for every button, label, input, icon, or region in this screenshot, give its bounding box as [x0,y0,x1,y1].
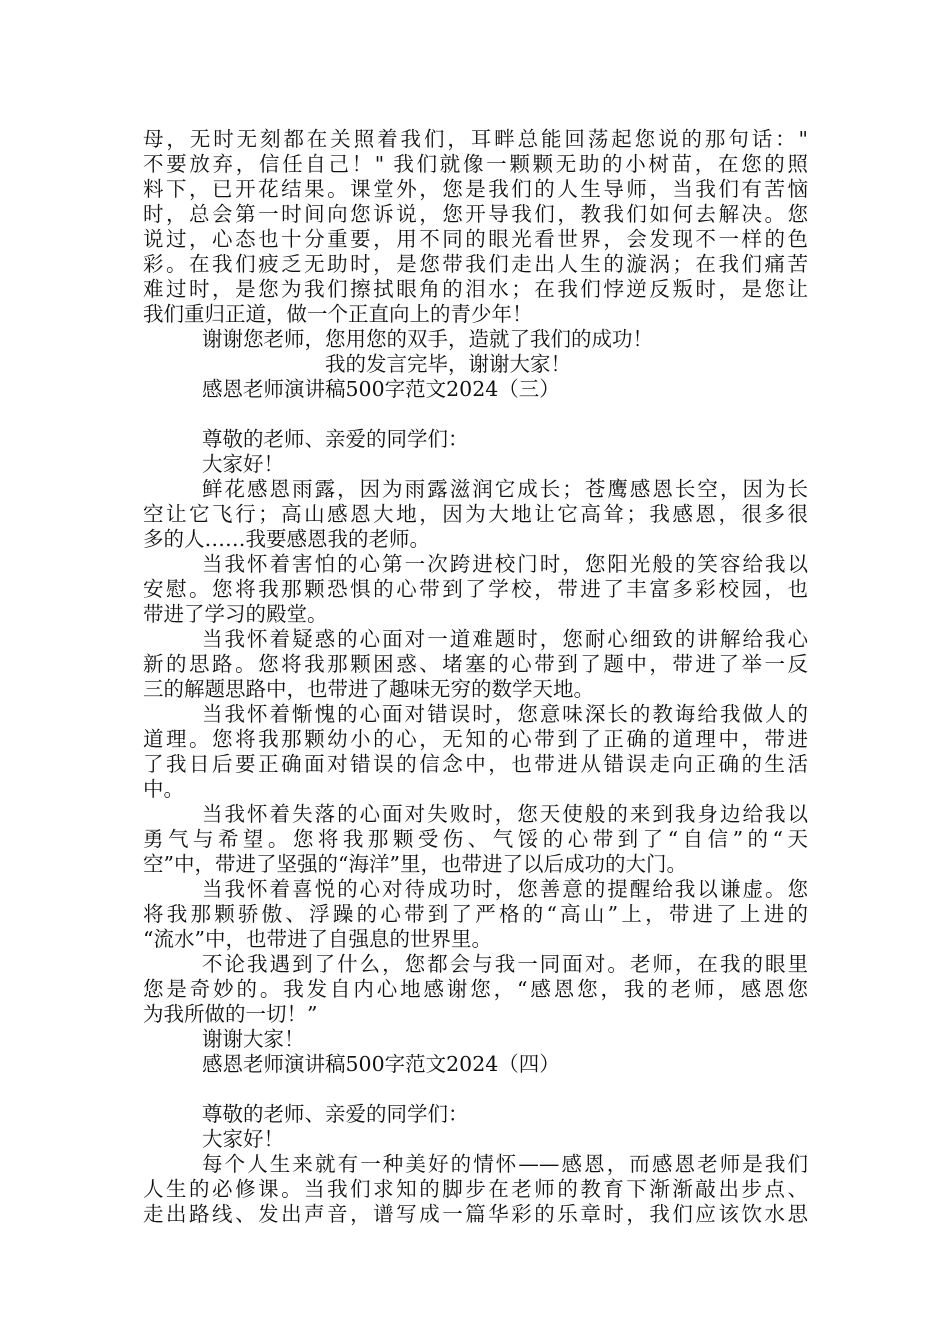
text-line: 为我所做的一切！” [143,1002,318,1026]
greeting: 大家好！ [202,452,284,476]
text-line: 当我怀着喜悦的心对待成功时，您善意的提醒给我以谦虚。您 [202,877,808,901]
text-line: 母，无时无刻都在关照着我们，耳畔总能回荡起您说的那句话：" [143,127,808,151]
text-line: 鲜花感恩雨露，因为雨露滋润它成长；苍鹰感恩长空，因为长 [202,477,808,501]
text-line: 人生的必修课。当我们求知的脚步在老师的教育下渐渐敲出步点、 [143,1177,808,1201]
text-line: 带进了学习的殿堂。 [143,602,328,626]
text-line: 空”中，带进了坚强的“海洋”里，也带进了以后成功的大门。 [143,852,687,876]
text-line: 空让它飞行；高山感恩大地，因为大地让它高耸；我感恩，很多很 [143,502,808,526]
text-line: 谢谢您老师，您用您的双手，造就了我们的成功！ [202,327,653,351]
text-line: 每个人生来就有一种美好的情怀——感恩，而感恩老师是我们 [202,1152,808,1176]
text-line: 时，总会第一时间向您诉说，您开导我们，教我们如何去解决。您 [143,202,808,226]
text-line: 勇气与希望。您将我那颗受伤、气馁的心带到了“自信”的“天 [143,827,808,851]
text-line: 将我那颗骄傲、浮躁的心带到了严格的“高山”上，带进了上进的 [143,902,808,926]
text-line: 当我怀着惭愧的心面对错误时，您意味深长的教诲给我做人的 [202,702,808,726]
text-line: 不论我遇到了什么，您都会与我一同面对。老师，在我的眼里 [202,952,808,976]
section-heading-3: 感恩老师演讲稿500字范文2024（三） [202,377,560,401]
salutation: 尊敬的老师、亲爱的同学们： [202,427,469,451]
text-line: 中。 [143,777,184,801]
text-line: 不要放弃，信任自己！" 我们就像一颗颗无助的小树苗，在您的照 [143,152,808,176]
text-line: 三的解题思路中，也带进了趣味无穷的数学天地。 [143,677,594,701]
text-line: 当我怀着疑惑的心面对一道难题时，您耐心细致的讲解给我心 [202,627,808,651]
salutation: 尊敬的老师、亲爱的同学们： [202,1102,469,1126]
text-line: 料下，已开花结果。课堂外，您是我们的人生导师，当我们有苦恼 [143,177,808,201]
thanks-line: 谢谢大家！ [202,1027,305,1051]
section-heading-4: 感恩老师演讲稿500字范文2024（四） [202,1052,560,1076]
text-line: 难过时，是您为我们擦拭眼角的泪水；在我们悖逆反叛时，是您让 [143,277,808,301]
text-line: 您是奇妙的。我发自内心地感谢您，“感恩您，我的老师，感恩您 [143,977,808,1001]
text-line: 安慰。您将我那颗恐惧的心带到了学校，带进了丰富多彩校园，也 [143,577,808,601]
text-line: 走出路线、发出声音，谱写成一篇华彩的乐章时，我们应该饮水思 [143,1202,808,1226]
greeting: 大家好！ [202,1127,284,1151]
text-line: 多的人……我要感恩我的老师。 [143,527,430,551]
text-line: 道理。您将我那颗幼小的心，无知的心带到了正确的道理中，带进 [143,727,808,751]
text-line: 当我怀着失落的心面对失败时，您天使般的来到我身边给我以 [202,802,808,826]
text-line: 我们重归正道，做一个正直向上的青少年！ [143,302,533,326]
text-line: 当我怀着害怕的心第一次跨进校门时，您阳光般的笑容给我以 [202,552,808,576]
text-line: 说过，心态也十分重要，用不同的眼光看世界，会发现不一样的色 [143,227,808,251]
text-line: 了我日后要正确面对错误的信念中，也带进从错误走向正确的生活 [143,752,808,776]
text-line: “流水”中，也带进了自强息的世界里。 [143,927,492,951]
text-line: 新的思路。您将我那颗困惑、堵塞的心带到了题中，带进了举一反 [143,652,808,676]
closing-line: 我的发言完毕，谢谢大家！ [325,352,571,376]
text-line: 彩。在我们疲乏无助时，是您带我们走出人生的漩涡；在我们痛苦 [143,252,808,276]
